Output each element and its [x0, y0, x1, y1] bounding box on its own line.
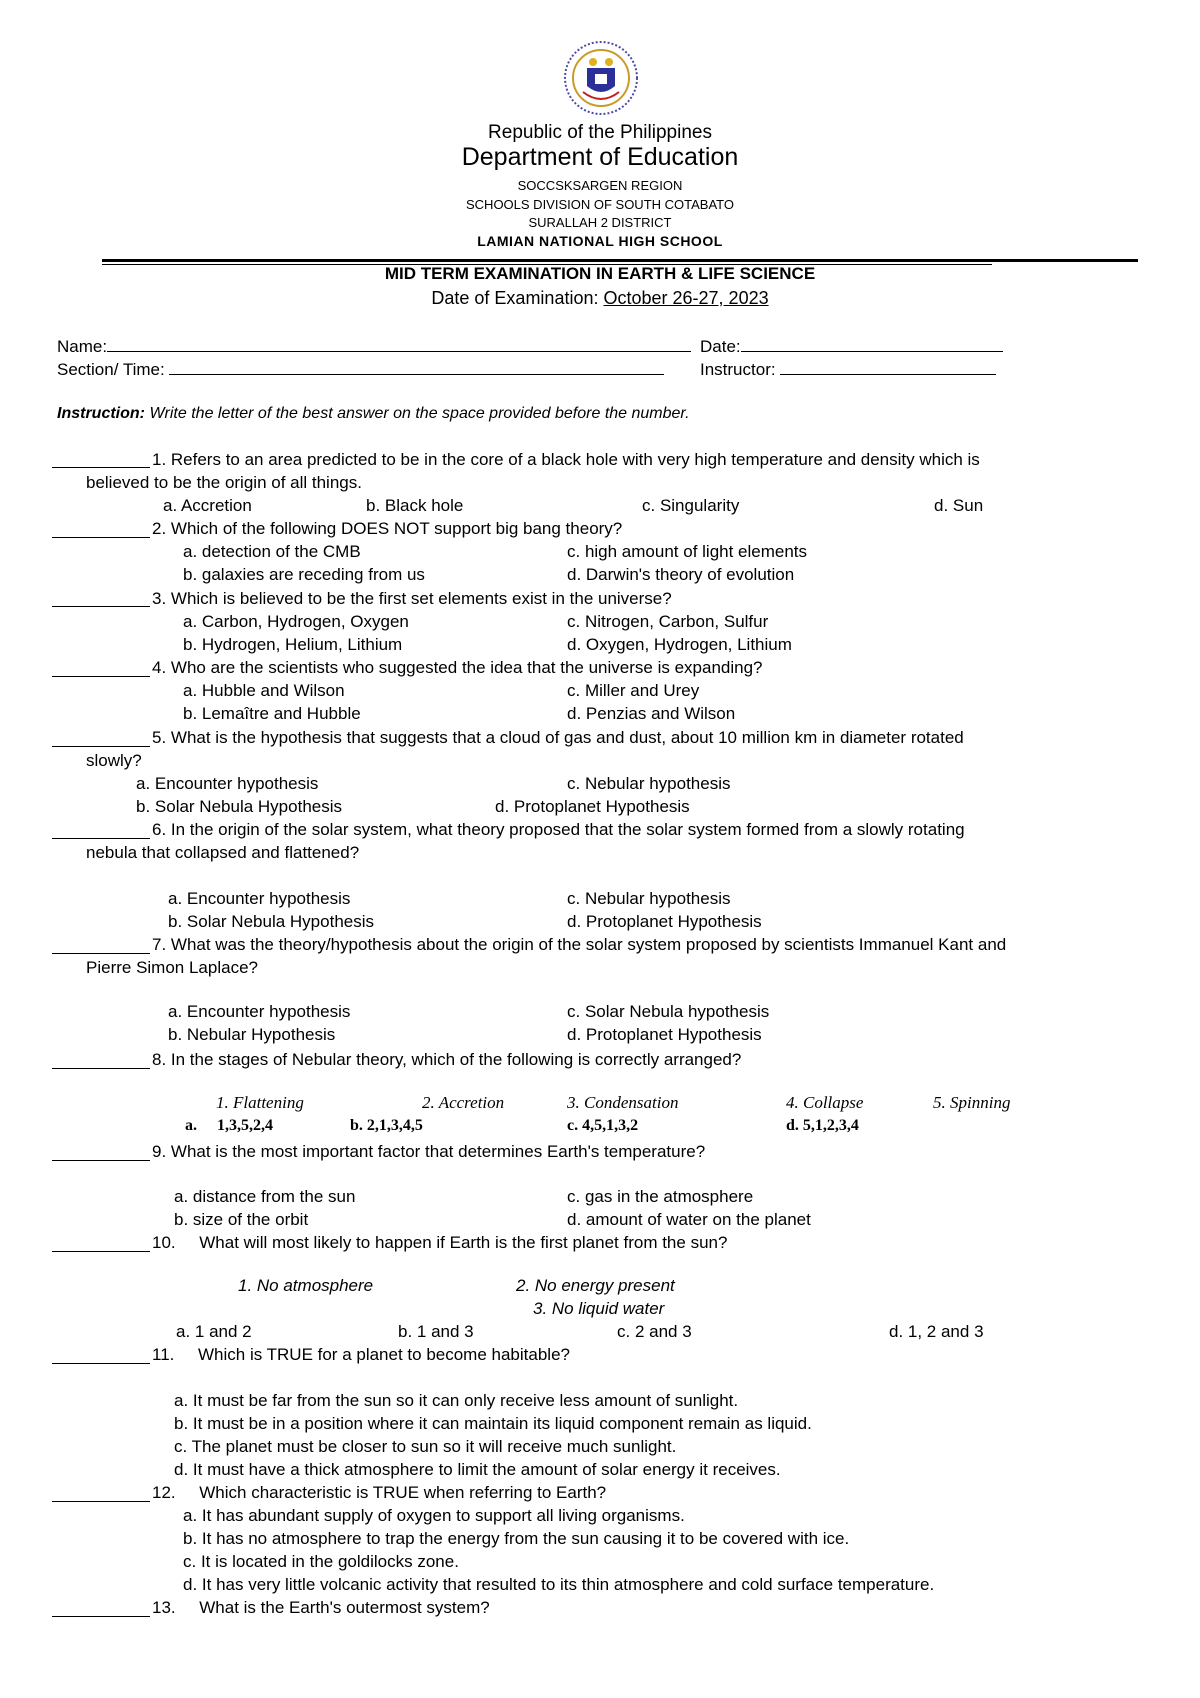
question-5: 5. What is the hypothesis that suggests that a cloud of gas and dust, about 10 million km in diameter rotated — [152, 728, 964, 747]
answer-blank[interactable] — [52, 1363, 150, 1364]
choice-d: d. Protoplanet Hypothesis — [567, 912, 762, 931]
choice-c: c. Nebular hypothesis — [567, 889, 731, 908]
choice-c: c. The planet must be closer to sun so it will receive much sunlight. — [174, 1437, 677, 1456]
region-text: SOCCSKSARGEN REGION — [517, 178, 683, 193]
choice-d: d. Penzias and Wilson — [567, 704, 736, 723]
choice-d: d. It has very little volcanic activity that resulted to its thin atmosphere and cold surface temperature. — [183, 1575, 935, 1594]
answer-blank[interactable] — [52, 746, 150, 747]
choice-d: d. It must have a thick atmosphere to limit the amount of solar energy it receives. — [174, 1460, 781, 1479]
choice-a: a. It must be far from the sun so it can only receive less amount of sunlight. — [174, 1391, 739, 1410]
choice-c: c. Singularity — [642, 496, 740, 515]
choice-c: c. It is located in the goldilocks zone. — [183, 1552, 459, 1571]
choice-d: d. amount of water on the planet — [567, 1210, 811, 1229]
choice-a: a. 1 and 2 — [176, 1322, 252, 1341]
question-1: 1. Refers to an area predicted to be in the core of a black hole with very high temperature and density which is — [152, 450, 980, 469]
choice-c: c. Miller and Urey — [567, 681, 700, 700]
choice-a: a. distance from the sun — [174, 1187, 356, 1206]
date-field[interactable]: Date: — [700, 336, 1003, 357]
choice-b: b. galaxies are receding from us — [183, 565, 425, 584]
question-11: 11. Which is TRUE for a planet to become habitable? — [152, 1345, 570, 1364]
choice-a: a. Encounter hypothesis — [168, 889, 351, 908]
stage-4: 4. Collapse — [786, 1093, 864, 1112]
exam-date: Date of Examination: October 26-27, 2023 — [431, 288, 769, 308]
choice-b: b. 2,1,3,4,5 — [350, 1117, 423, 1134]
choice-b: b. Lemaître and Hubble — [183, 704, 361, 723]
school-name: LAMIAN NATIONAL HIGH SCHOOL — [477, 233, 723, 249]
choice-a: a. Accretion — [163, 496, 252, 515]
choice-a: a. Hubble and Wilson — [183, 681, 345, 700]
choice-c: c. Solar Nebula hypothesis — [567, 1002, 770, 1021]
choice-a: a. 1,3,5,2,4 — [185, 1117, 273, 1134]
stage-2: 2. Accretion — [422, 1093, 505, 1112]
question-9: 9. What is the most important factor that determines Earth's temperature? — [152, 1142, 706, 1161]
deped-seal — [563, 40, 639, 116]
choice-c: c. 4,5,1,3,2 — [567, 1117, 639, 1134]
choice-c: c. Nebular hypothesis — [567, 774, 731, 793]
answer-blank[interactable] — [52, 1501, 150, 1502]
statement-3: 3. No liquid water — [533, 1299, 665, 1318]
choice-b: b. It must be in a position where it can maintain its liquid component remain as liquid. — [174, 1414, 812, 1433]
question-10: 10. What will most likely to happen if Earth is the first planet from the sun? — [152, 1233, 728, 1252]
choice-b: b. Black hole — [366, 496, 464, 515]
choice-c: c. high amount of light elements — [567, 542, 808, 561]
header-rule — [102, 259, 1138, 262]
choice-a: a. Encounter hypothesis — [168, 1002, 351, 1021]
answer-blank[interactable] — [52, 537, 150, 538]
choice-d: d. Darwin's theory of evolution — [567, 565, 795, 584]
choice-c: c. Nitrogen, Carbon, Sulfur — [567, 612, 769, 631]
instructor-field[interactable]: Instructor: — [700, 359, 996, 380]
question-4: 4. Who are the scientists who suggested the idea that the universe is expanding? — [152, 658, 763, 677]
stage-5: 5. Spinning — [933, 1093, 1011, 1112]
choice-a: a. detection of the CMB — [183, 542, 361, 561]
choice-b: b. 1 and 3 — [398, 1322, 474, 1341]
statement-1: 1. No atmosphere — [238, 1276, 374, 1295]
division-text: SCHOOLS DIVISION OF SOUTH COTABATO — [466, 197, 734, 212]
answer-blank[interactable] — [52, 838, 150, 839]
question-7: 7. What was the theory/hypothesis about the origin of the solar system proposed by scientists Immanuel Kant and — [152, 935, 1007, 954]
name-field[interactable]: Name: — [57, 336, 691, 357]
choice-c: c. gas in the atmosphere — [567, 1187, 754, 1206]
choice-a: a. Carbon, Hydrogen, Oxygen — [183, 612, 409, 631]
question-12: 12. Which characteristic is TRUE when referring to Earth? — [152, 1483, 607, 1502]
choice-a: a. Encounter hypothesis — [136, 774, 319, 793]
question-6: 6. In the origin of the solar system, what theory proposed that the solar system formed from a slowly rotating — [152, 820, 965, 839]
question-1-cont: believed to be the origin of all things. — [86, 473, 362, 492]
stage-3: 3. Condensation — [567, 1093, 679, 1112]
answer-blank[interactable] — [52, 467, 150, 468]
choice-d: d. Sun — [934, 496, 984, 515]
exam-title: MID TERM EXAMINATION IN EARTH & LIFE SCIENCE — [384, 264, 816, 283]
question-2: 2. Which of the following DOES NOT support big bang theory? — [152, 519, 623, 538]
question-13: 13. What is the Earth's outermost system? — [152, 1598, 490, 1617]
choice-d: d. Protoplanet Hypothesis — [495, 797, 690, 816]
answer-blank[interactable] — [52, 606, 150, 607]
choice-d: d. 1, 2 and 3 — [889, 1322, 984, 1341]
answer-blank[interactable] — [52, 1616, 150, 1617]
choice-b: b. It has no atmosphere to trap the energy from the sun causing it to be covered with ice. — [183, 1529, 850, 1548]
answer-blank[interactable] — [52, 1068, 150, 1069]
statement-2: 2. No energy present — [516, 1276, 675, 1295]
choice-a: a. It has abundant supply of oxygen to support all living organisms. — [183, 1506, 685, 1525]
answer-blank[interactable] — [52, 676, 150, 677]
section-time-field[interactable]: Section/ Time: — [57, 359, 664, 380]
question-3: 3. Which is believed to be the first set elements exist in the universe? — [152, 589, 672, 608]
choice-c: c. 2 and 3 — [617, 1322, 692, 1341]
choice-b: b. Solar Nebula Hypothesis — [168, 912, 375, 931]
question-6-cont: nebula that collapsed and flattened? — [86, 843, 360, 862]
choice-b: b. Solar Nebula Hypothesis — [136, 797, 343, 816]
question-8: 8. In the stages of Nebular theory, which of the following is correctly arranged? — [152, 1050, 742, 1069]
stage-1: 1. Flattening — [216, 1093, 304, 1112]
instruction: Instruction: Write the letter of the best answer on the space provided before the number. — [57, 405, 690, 422]
choice-d: d. Protoplanet Hypothesis — [567, 1025, 762, 1044]
choice-b: b. size of the orbit — [174, 1210, 309, 1229]
district-text: SURALLAH 2 DISTRICT — [528, 215, 672, 230]
choice-b: b. Hydrogen, Helium, Lithium — [183, 635, 403, 654]
answer-blank[interactable] — [52, 1251, 150, 1252]
question-5-cont: slowly? — [86, 751, 142, 770]
choice-d: d. Oxygen, Hydrogen, Lithium — [567, 635, 792, 654]
answer-blank[interactable] — [52, 953, 150, 954]
choice-d: d. 5,1,2,3,4 — [786, 1117, 859, 1134]
department-title: Department of Education — [461, 143, 739, 171]
republic-text: Republic of the Philippines — [488, 122, 712, 143]
choice-b: b. Nebular Hypothesis — [168, 1025, 336, 1044]
answer-blank[interactable] — [52, 1160, 150, 1161]
question-7-cont: Pierre Simon Laplace? — [86, 958, 258, 977]
